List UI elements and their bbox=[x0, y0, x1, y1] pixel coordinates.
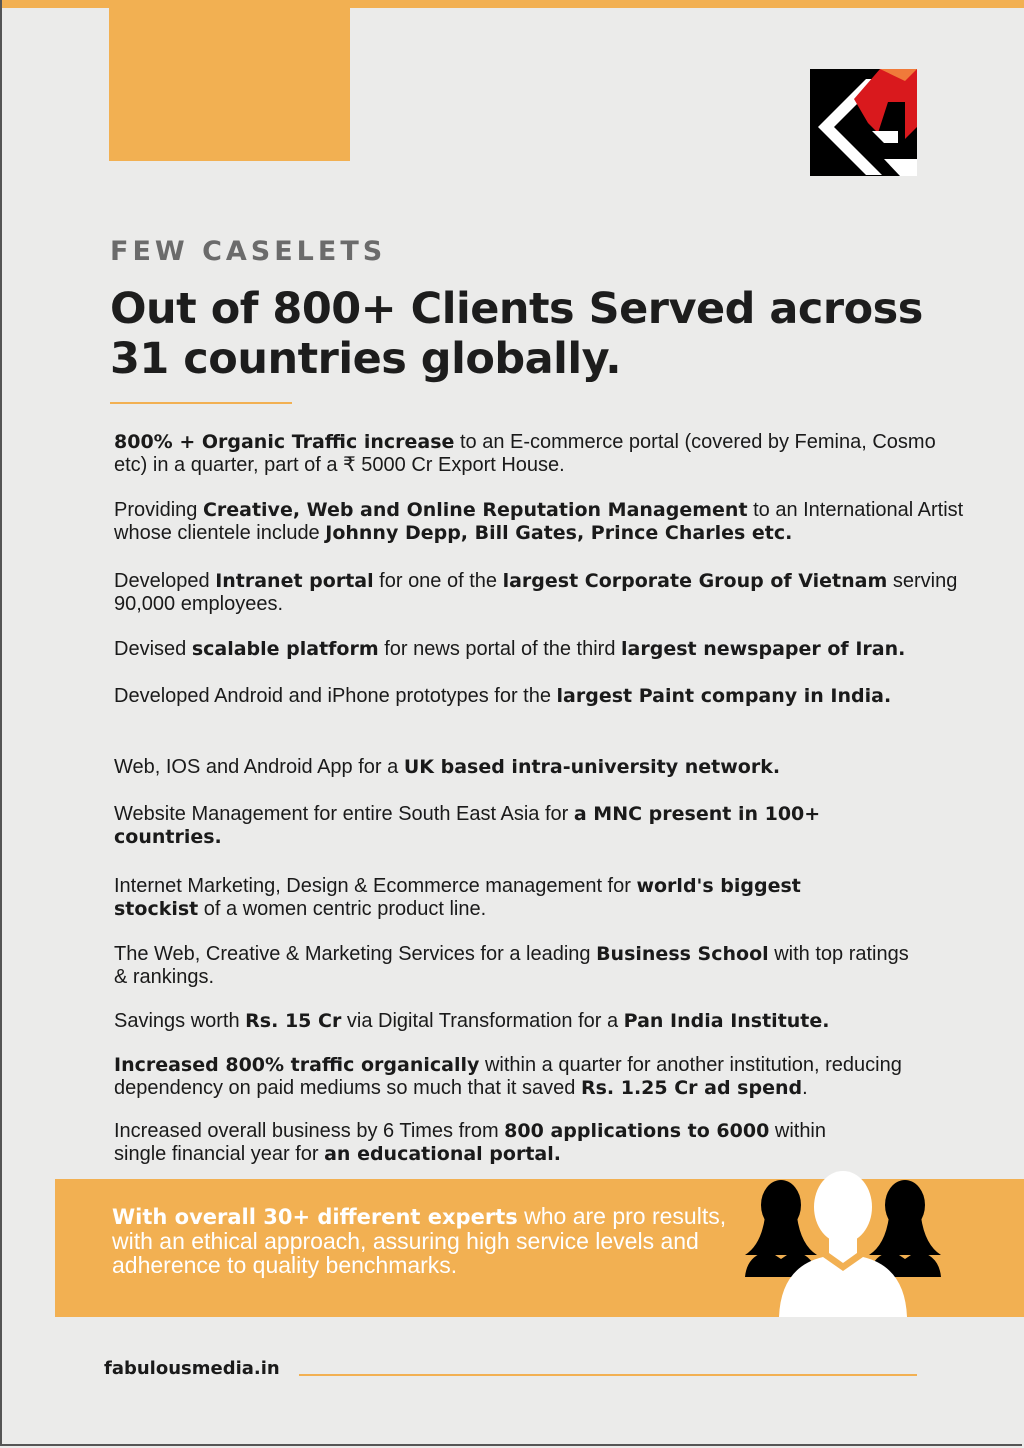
experts-banner-text: With overall 30+ different experts who are pro results, with an ethical approach, assuring high service levels and adherence to quality benchmarks. bbox=[112, 1203, 727, 1278]
caselet-item: Providing Creative, Web and Online Reputation Management to an International Artist whose clientele include Johnny Depp, Bill Gates, Prince Charles etc. bbox=[114, 499, 964, 544]
caselet-item: 800% + Organic Traffic increase to an E-commerce portal (covered by Femina, Cosmo etc) in a quarter, part of a ₹ 5000 Cr Export House. bbox=[114, 431, 936, 476]
headline-line-1: Out of 800+ Clients Served across bbox=[110, 284, 923, 334]
caselet-item: Increased overall business by 6 Times from 800 applications to 6000 within single financial year for an educational portal. bbox=[114, 1120, 827, 1165]
brand-logo bbox=[810, 69, 917, 176]
footer-divider bbox=[299, 1374, 917, 1376]
caselet-item: Web, IOS and Android App for a UK based intra-university network. bbox=[114, 756, 781, 778]
caselet-item: Developed Intranet portal for one of the largest Corporate Group of Vietnam serving 90,000 employees. bbox=[114, 570, 958, 615]
headline-line-2: 31 countries globally. bbox=[110, 334, 622, 384]
caselet-item: Increased 800% traffic organically within a quarter for another institution, reducing dependency on paid mediums so much that it saved Rs. 1.25 Cr ad spend. bbox=[114, 1054, 902, 1099]
caselet-item: Website Management for entire South East Asia for a MNC present in 100+ countries. bbox=[114, 803, 821, 848]
caselet-item: Developed Android and iPhone prototypes for the largest Paint company in India. bbox=[114, 685, 892, 707]
experts-banner bbox=[55, 1179, 1024, 1317]
caselet-item: Devised scalable platform for news portal of the third largest newspaper of Iran. bbox=[114, 638, 906, 660]
page-headline bbox=[110, 284, 970, 384]
section-kicker: FEW CASELETS bbox=[110, 236, 387, 267]
headline-divider bbox=[110, 402, 292, 404]
top-accent-block bbox=[109, 0, 350, 161]
caselet-item: Savings worth Rs. 15 Cr via Digital Transformation for a Pan India Institute. bbox=[114, 1010, 830, 1032]
caselet-item: Internet Marketing, Design & Ecommerce management for world's biggest stockist of a women centric product line. bbox=[114, 875, 801, 920]
people-group-icon bbox=[743, 1167, 943, 1317]
caselet-item: The Web, Creative & Marketing Services for a leading Business School with top ratings & rankings. bbox=[114, 943, 909, 988]
footer-website: fabulousmedia.in bbox=[104, 1358, 280, 1379]
